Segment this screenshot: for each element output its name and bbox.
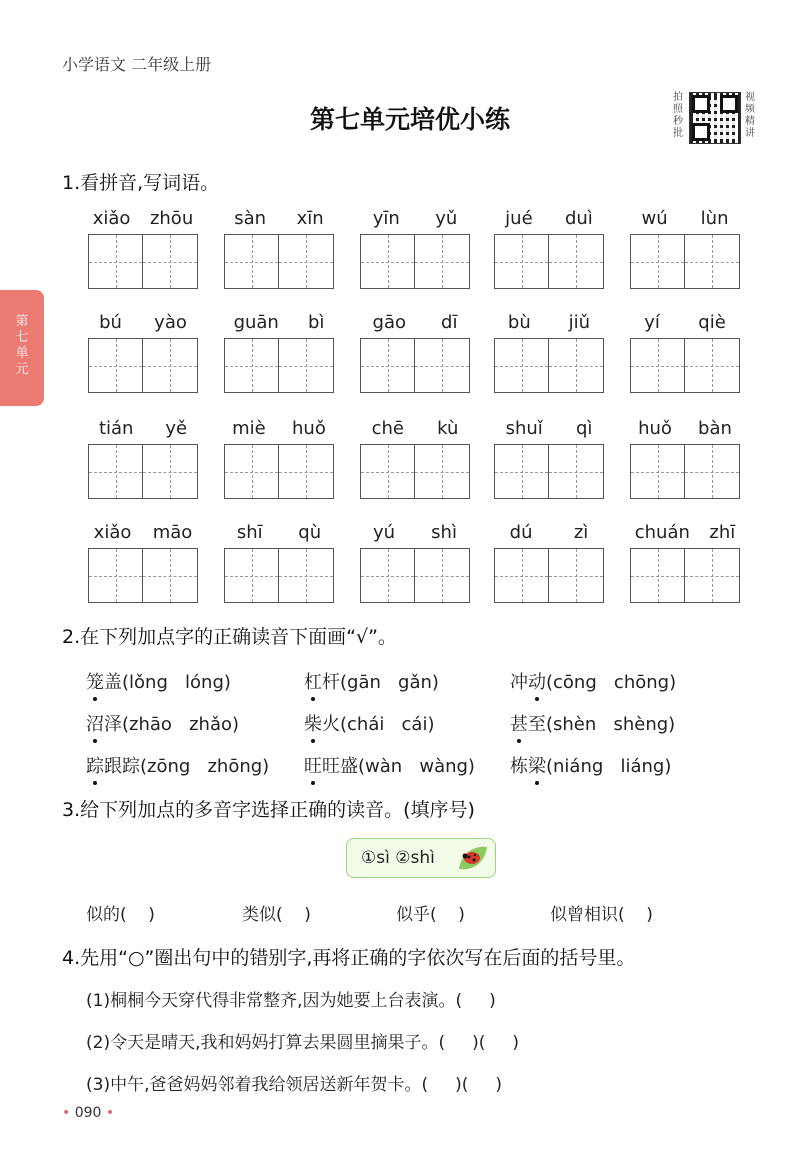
correction-sentence[interactable]: (1)桐桐今天穿代得非常整齐,因为她要上台表演。( ) xyxy=(86,991,496,1011)
tianzige-cell[interactable] xyxy=(630,444,685,499)
polyphone-fill-item[interactable]: 类似( ) xyxy=(242,905,311,925)
tianzige-cell[interactable] xyxy=(88,234,143,289)
pinyin-label: tián yě xyxy=(98,418,188,439)
reading-choice-item[interactable]: 冲动(cōng chōng) xyxy=(510,672,677,693)
qr-code-icon[interactable] xyxy=(689,92,741,144)
tianzige-cell[interactable] xyxy=(494,444,549,499)
pinyin-label: jué duì xyxy=(505,208,593,229)
tianzige-cell[interactable] xyxy=(494,234,549,289)
tianzige-cell[interactable] xyxy=(360,444,415,499)
reading-choice-item[interactable]: 杠杆(gān gǎn) xyxy=(304,672,439,693)
writing-cells[interactable] xyxy=(494,548,604,603)
pinyin-label: shī qù xyxy=(236,522,322,543)
ladybug-leaf-icon xyxy=(455,843,489,873)
reading-choice-item[interactable]: 柴火(chái cái) xyxy=(304,714,435,735)
correction-sentence[interactable]: (2)令天是晴天,我和妈妈打算去果圆里摘果子。( )( ) xyxy=(86,1033,520,1053)
tianzige-cell[interactable] xyxy=(415,338,470,393)
tianzige-cell[interactable] xyxy=(88,338,143,393)
writing-cells[interactable] xyxy=(360,548,470,603)
page-number: • 090 • xyxy=(62,1105,115,1121)
tianzige-cell[interactable] xyxy=(685,444,740,499)
tianzige-cell[interactable] xyxy=(143,548,198,603)
reading-choice-item[interactable]: 栋梁(niáng liáng) xyxy=(510,756,672,777)
tianzige-cell[interactable] xyxy=(279,444,334,499)
tianzige-cell[interactable] xyxy=(685,338,740,393)
q1-heading: 1.看拼音,写词语。 xyxy=(62,172,220,194)
reading-choice-item[interactable]: 甚至(shèn shèng) xyxy=(510,714,676,735)
pinyin-label: wú lùn xyxy=(641,208,729,229)
correction-sentence[interactable]: (3)中午,爸爸妈妈邻着我给领居送新年贺卡。( )( ) xyxy=(86,1075,503,1095)
writing-cells[interactable] xyxy=(360,338,470,393)
writing-cells[interactable] xyxy=(360,444,470,499)
tianzige-cell[interactable] xyxy=(360,548,415,603)
polyphone-fill-item[interactable]: 似乎( ) xyxy=(396,905,465,925)
writing-cells[interactable] xyxy=(88,338,198,393)
tianzige-cell[interactable] xyxy=(143,234,198,289)
tianzige-cell[interactable] xyxy=(630,234,685,289)
writing-cells[interactable] xyxy=(494,444,604,499)
pinyin-label: yí qiè xyxy=(644,312,726,333)
tianzige-cell[interactable] xyxy=(360,338,415,393)
unit-side-tab: 第 七 单 元 xyxy=(0,290,44,406)
tianzige-cell[interactable] xyxy=(549,234,604,289)
page-header: 小学语文 二年级上册 xyxy=(62,55,212,74)
writing-cells[interactable] xyxy=(630,548,740,603)
tianzige-cell[interactable] xyxy=(224,234,279,289)
tianzige-cell[interactable] xyxy=(685,548,740,603)
pinyin-label: bù jiǔ xyxy=(507,312,591,333)
writing-cells[interactable] xyxy=(224,234,334,289)
tianzige-cell[interactable] xyxy=(549,548,604,603)
pinyin-label: shuǐ qì xyxy=(505,418,593,439)
tianzige-cell[interactable] xyxy=(279,338,334,393)
reading-choice-item[interactable]: 旺旺盛(wàn wàng) xyxy=(304,756,475,777)
tianzige-cell[interactable] xyxy=(415,444,470,499)
writing-cells[interactable] xyxy=(224,338,334,393)
page-title: 第七单元培优小练 xyxy=(309,105,510,134)
tianzige-cell[interactable] xyxy=(360,234,415,289)
qr-right-label: 视频精讲 xyxy=(745,92,755,139)
q3-legend: ①sì ②shì xyxy=(346,838,496,878)
qr-code-block[interactable] xyxy=(672,92,762,144)
tianzige-cell[interactable] xyxy=(224,444,279,499)
tianzige-cell[interactable] xyxy=(143,444,198,499)
qr-left-label: 拍照秒批 xyxy=(673,92,683,139)
pinyin-label: dú zì xyxy=(509,522,589,543)
tianzige-cell[interactable] xyxy=(279,234,334,289)
q4-heading: 4.先用“○”圈出句中的错别字,再将正确的字依次写在后面的括号里。 xyxy=(62,947,636,969)
tianzige-cell[interactable] xyxy=(415,234,470,289)
tianzige-cell[interactable] xyxy=(224,338,279,393)
writing-cells[interactable] xyxy=(630,234,740,289)
pinyin-label: yīn yǔ xyxy=(372,208,458,229)
tianzige-cell[interactable] xyxy=(143,338,198,393)
polyphone-fill-item[interactable]: 似的( ) xyxy=(86,905,155,925)
pinyin-label: bú yào xyxy=(99,312,187,333)
tianzige-cell[interactable] xyxy=(279,548,334,603)
pinyin-label: guān bì xyxy=(233,312,325,333)
pinyin-label: huǒ bàn xyxy=(638,418,732,439)
writing-cells[interactable] xyxy=(224,548,334,603)
pinyin-label: yú shì xyxy=(373,522,457,543)
reading-choice-item[interactable]: 沼泽(zhāo zhǎo) xyxy=(86,714,240,735)
polyphone-fill-item[interactable]: 似曾相识( ) xyxy=(550,905,653,925)
reading-choice-item[interactable]: 笼盖(lǒng lóng) xyxy=(86,672,231,693)
writing-cells[interactable] xyxy=(224,444,334,499)
pinyin-label: chuán zhī xyxy=(634,522,736,543)
tianzige-cell[interactable] xyxy=(630,338,685,393)
pinyin-label: miè huǒ xyxy=(232,418,326,439)
writing-cells[interactable] xyxy=(88,444,198,499)
tianzige-cell[interactable] xyxy=(494,548,549,603)
tianzige-cell[interactable] xyxy=(88,548,143,603)
tianzige-cell[interactable] xyxy=(549,444,604,499)
writing-cells[interactable] xyxy=(494,338,604,393)
pinyin-label: chē kù xyxy=(371,418,459,439)
q3-heading: 3.给下列加点的多音字选择正确的读音。(填序号) xyxy=(62,799,475,821)
pinyin-label: gāo dī xyxy=(372,312,458,333)
tianzige-cell[interactable] xyxy=(685,234,740,289)
writing-cells[interactable] xyxy=(360,234,470,289)
writing-cells[interactable] xyxy=(88,234,198,289)
tianzige-cell[interactable] xyxy=(630,548,685,603)
tianzige-cell[interactable] xyxy=(549,338,604,393)
tianzige-cell[interactable] xyxy=(88,444,143,499)
reading-choice-item[interactable]: 踪跟踪(zōng zhōng) xyxy=(86,756,270,777)
writing-cells[interactable] xyxy=(494,234,604,289)
pinyin-label: xiǎo māo xyxy=(93,522,193,543)
tianzige-cell[interactable] xyxy=(415,548,470,603)
writing-cells[interactable] xyxy=(630,444,740,499)
writing-cells[interactable] xyxy=(630,338,740,393)
writing-cells[interactable] xyxy=(88,548,198,603)
tianzige-cell[interactable] xyxy=(224,548,279,603)
pinyin-label: sàn xīn xyxy=(234,208,324,229)
tianzige-cell[interactable] xyxy=(494,338,549,393)
pinyin-label: xiǎo zhōu xyxy=(92,208,194,229)
q2-heading: 2.在下列加点字的正确读音下面画“√”。 xyxy=(62,626,397,648)
